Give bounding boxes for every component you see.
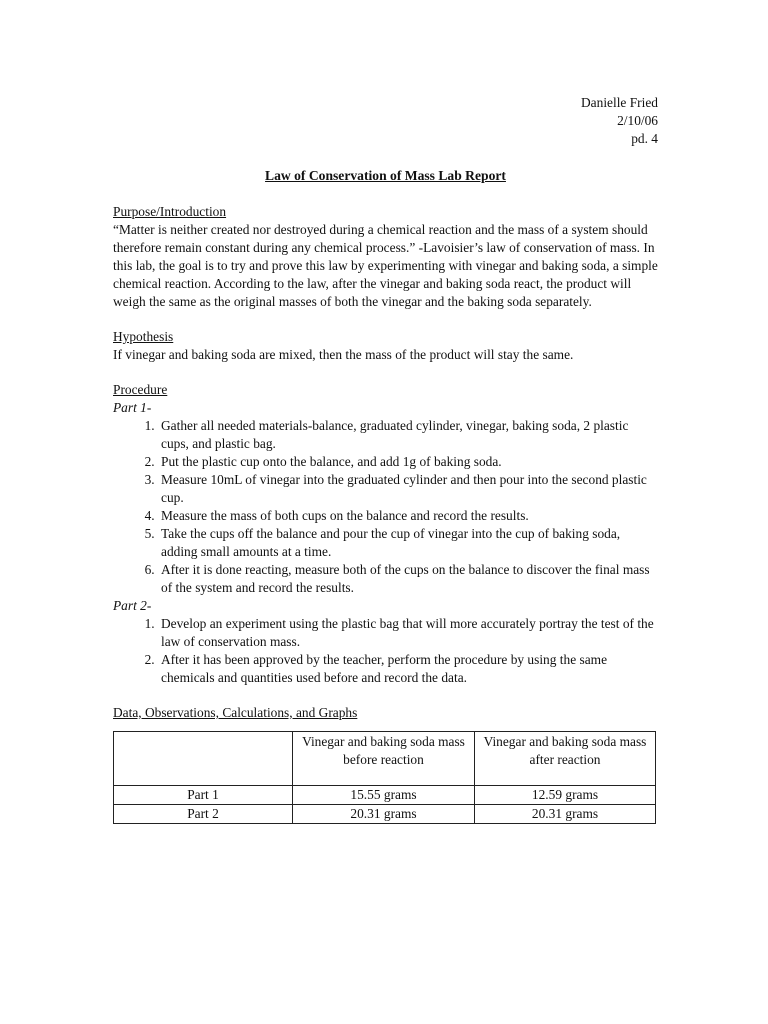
hypothesis-text: If vinegar and baking soda are mixed, then the mass of the product will stay the same.: [113, 347, 574, 362]
list-item: 1. Develop an experiment using the plastic bag that will more accurately portray the test of the law of conservation mass.: [158, 615, 658, 651]
hypothesis-heading: Hypothesis: [113, 329, 174, 344]
table-cell: 20.31 grams: [475, 805, 656, 824]
list-item: 5. Take the cups off the balance and pour the cup of vinegar into the cup of baking soda, adding small amounts at a time.: [158, 525, 658, 561]
part1-label: Part 1-: [113, 400, 152, 415]
table-header-cell: Vinegar and baking soda mass before reaction: [293, 732, 475, 786]
report-title: Law of Conservation of Mass Lab Report: [265, 168, 506, 183]
list-item: 4. Measure the mass of both cups on the balance and record the results.: [158, 507, 658, 525]
table-cell: Part 1: [114, 786, 293, 805]
header-block: [113, 94, 658, 148]
table-row: [114, 786, 656, 805]
part2-label: Part 2-: [113, 598, 152, 613]
author-name: Danielle Fried: [581, 95, 658, 110]
part1-steps-list: [113, 417, 658, 597]
table-header-cell: Vinegar and baking soda mass after reaction: [475, 732, 656, 786]
table-cell: 15.55 grams: [293, 786, 475, 805]
document-page: [113, 94, 658, 824]
class-period: pd. 4: [631, 131, 658, 146]
procedure-heading: Procedure: [113, 382, 168, 397]
purpose-heading: Purpose/Introduction: [113, 204, 227, 219]
data-heading: Data, Observations, Calculations, and Graphs: [113, 705, 358, 720]
list-item: 6. After it is done reacting, measure both of the cups on the balance to discover the final mass of the system and record the results.: [158, 561, 658, 597]
part2-steps-list: [113, 615, 658, 687]
table-row: [114, 805, 656, 824]
table-cell: 12.59 grams: [475, 786, 656, 805]
list-item: 3. Measure 10mL of vinegar into the graduated cylinder and then pour into the second plastic cup.: [158, 471, 658, 507]
table-cell: 20.31 grams: [293, 805, 475, 824]
list-item: 2. Put the plastic cup onto the balance, and add 1g of baking soda.: [158, 453, 658, 471]
table-header-row: [114, 732, 656, 786]
table-cell: Part 2: [114, 805, 293, 824]
table-header-cell: [114, 732, 293, 786]
data-table: [113, 731, 656, 824]
report-date: 2/10/06: [617, 113, 658, 128]
purpose-text: “Matter is neither created nor destroyed during a chemical reaction and the mass of a system should therefore remain constant during any chemical process.” -Lavoisier’s law of conservation of mass. In this lab, the goal is to try and prove this law by experimenting with vinegar and baking soda, a simple chemical reaction. According to the law, after the vinegar and baking soda react, the product will weigh the same as the original masses of both the vinegar and the baking soda separately.: [113, 222, 658, 309]
list-item: 2. After it has been approved by the teacher, perform the procedure by using the same chemicals and quantities used before and record the data.: [158, 651, 658, 687]
list-item: 1. Gather all needed materials-balance, graduated cylinder, vinegar, baking soda, 2 plastic cups, and plastic bag.: [158, 417, 658, 453]
